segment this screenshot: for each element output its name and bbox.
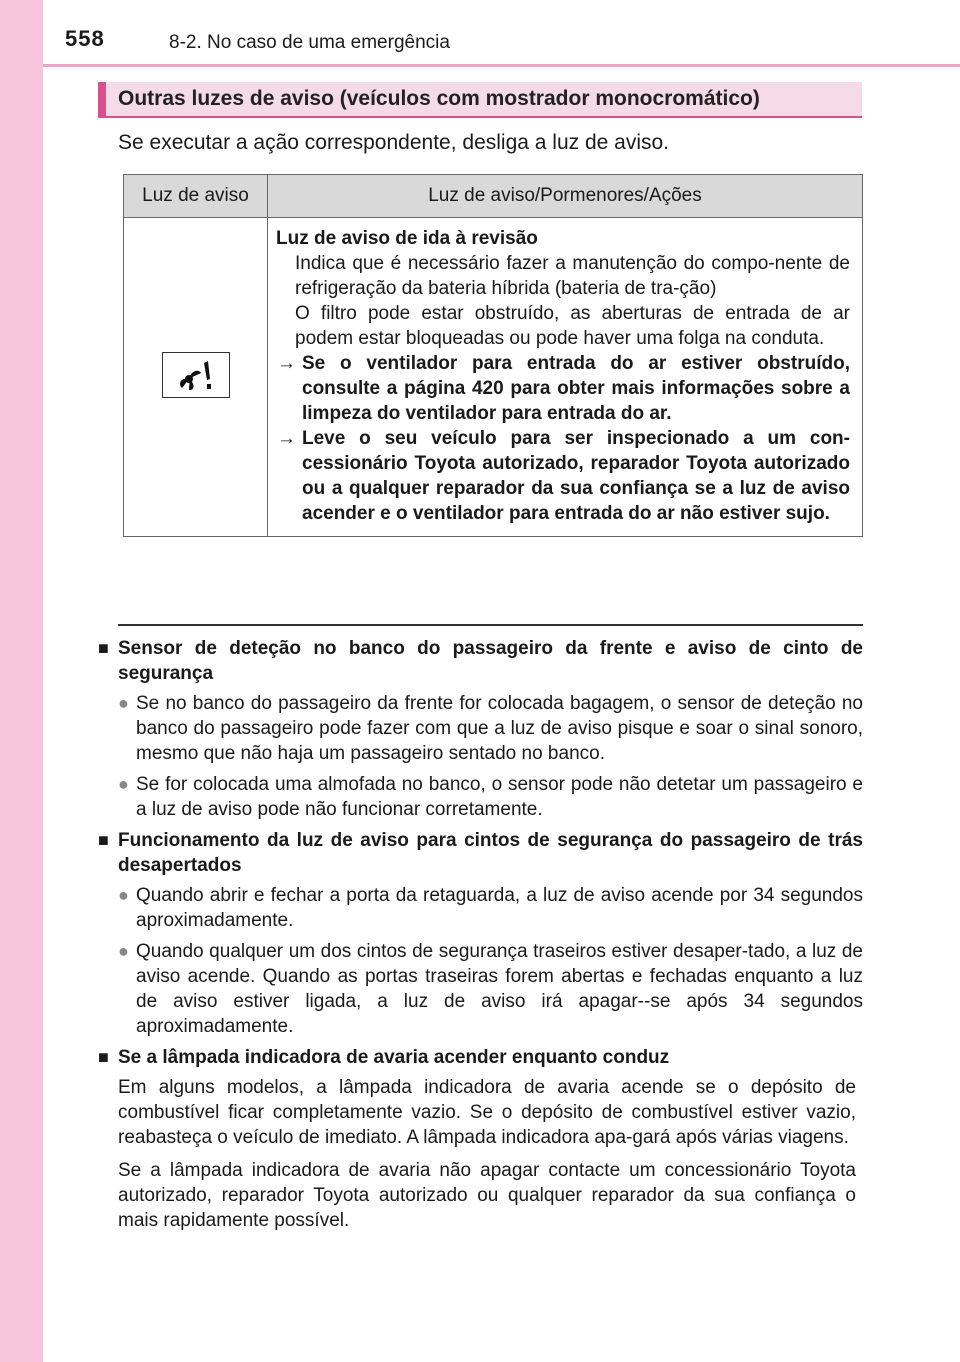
note-title-1: Sensor de deteção no banco do passageiro da frente e aviso de cinto de segurança <box>118 638 863 684</box>
list-item <box>98 939 863 1039</box>
note-title-2: Funcionamento da luz de aviso para cintos de segurança do passageiro de trás desapertados <box>118 830 863 876</box>
list-item <box>98 772 863 822</box>
list-item <box>98 691 863 766</box>
icon-cell <box>124 218 268 537</box>
note-3-paragraph-2: Se a lâmpada indicadora de avaria não apagar contacte um concessionário Toyota autorizado, reparador Toyota autorizado ou qualquer reparador da sua confiança o mais rapidamente possível. <box>118 1160 856 1231</box>
action-item <box>276 426 850 526</box>
arrow-icon: → <box>277 353 296 374</box>
table-header-warning-light: Luz de aviso <box>124 175 268 218</box>
notes-divider <box>118 624 863 626</box>
note-2-bullet-1: Quando abrir e fechar a porta da retaguarda, a luz de aviso acende por 34 segundos aproximadamente. <box>136 885 863 931</box>
arrow-icon: → <box>277 428 296 449</box>
section-intro: Se executar a ação correspondente, desliga a luz de aviso. <box>118 131 670 154</box>
notes-section <box>98 636 863 1241</box>
table-row <box>124 218 863 537</box>
table-header-details: Luz de aviso/Pormenores/Ações <box>268 175 863 218</box>
note-heading <box>98 636 863 686</box>
warning-light-title: Luz de aviso de ida à revisão <box>276 228 538 249</box>
action-text-2: Leve o seu veículo para ser inspecionado a um con-cessionário Toyota autorizado, reparador Toyota autorizado ou a qualquer reparador da sua confiança se a luz de aviso acender e o ventilador para entrada do ar não estiver sujo. <box>302 428 850 524</box>
warning-desc-2: O filtro pode estar obstruído, as aberturas de entrada de ar podem estar bloqueadas ou pode haver uma folga na conduta. <box>295 303 850 349</box>
note-heading <box>98 1045 863 1070</box>
details-cell <box>268 218 863 537</box>
note-2-bullet-2: Quando qualquer um dos cintos de segurança traseiros estiver desaper-tado, a luz de aviso acende. Quando as portas traseiras forem abertas e fechadas enquanto a luz de aviso estiver ligada, a luz de aviso irá apagar--se após 34 segundos aproximadamente. <box>136 941 863 1037</box>
page-number: 558 <box>65 26 105 51</box>
note-title-3: Se a lâmpada indicadora de avaria acender enquanto conduz <box>118 1047 670 1068</box>
header-rule <box>43 64 960 67</box>
action-item <box>276 351 850 426</box>
action-text-1: Se o ventilador para entrada do ar estiver obstruído, consulte a página 420 para obter mais informações sobre a limpeza do ventilador para entrada do ar. <box>302 353 850 424</box>
side-strip <box>0 0 43 1362</box>
section-heading-box <box>98 82 862 118</box>
warning-desc-1: Indica que é necessário fazer a manutenção do compo-nente de refrigeração da bateria híbrida (bateria de tra-ção) <box>295 253 850 299</box>
dot-bullet-icon: ● <box>118 941 129 961</box>
note-heading <box>98 828 863 878</box>
dot-bullet-icon: ● <box>118 774 129 794</box>
warning-light-table <box>123 174 863 537</box>
table-header-row <box>124 175 863 218</box>
page-header <box>43 0 960 66</box>
note-1-bullet-1: Se no banco do passageiro da frente for colocada bagagem, o sensor de deteção no banco do passageiro pode fazer com que a luz de aviso pisque e soar o sinal sonoro, mesmo que não haja um passageiro sentado no banco. <box>136 693 863 764</box>
fan-warning-icon <box>162 352 230 398</box>
square-bullet-icon: ■ <box>98 830 109 850</box>
dot-bullet-icon: ● <box>118 885 129 905</box>
dot-bullet-icon: ● <box>118 693 129 713</box>
square-bullet-icon: ■ <box>98 1047 109 1067</box>
list-item <box>98 883 863 933</box>
square-bullet-icon: ■ <box>98 638 109 658</box>
section-title: Outras luzes de aviso (veículos com mostrador monocromático) <box>118 87 760 110</box>
chapter-title: 8-2. No caso de uma emergência <box>169 32 450 53</box>
note-1-bullet-2: Se for colocada uma almofada no banco, o sensor pode não detetar um passageiro e a luz de aviso pode não funcionar corretamente. <box>136 774 863 820</box>
note-3-paragraph-1: Em alguns modelos, a lâmpada indicadora de avaria acende se o depósito de combustível ficar completamente vazio. Se o depósito de combustível estiver vazio, reabasteça o veículo de imediato. A lâmpada indicadora apa-gará após várias viagens. <box>118 1077 856 1148</box>
